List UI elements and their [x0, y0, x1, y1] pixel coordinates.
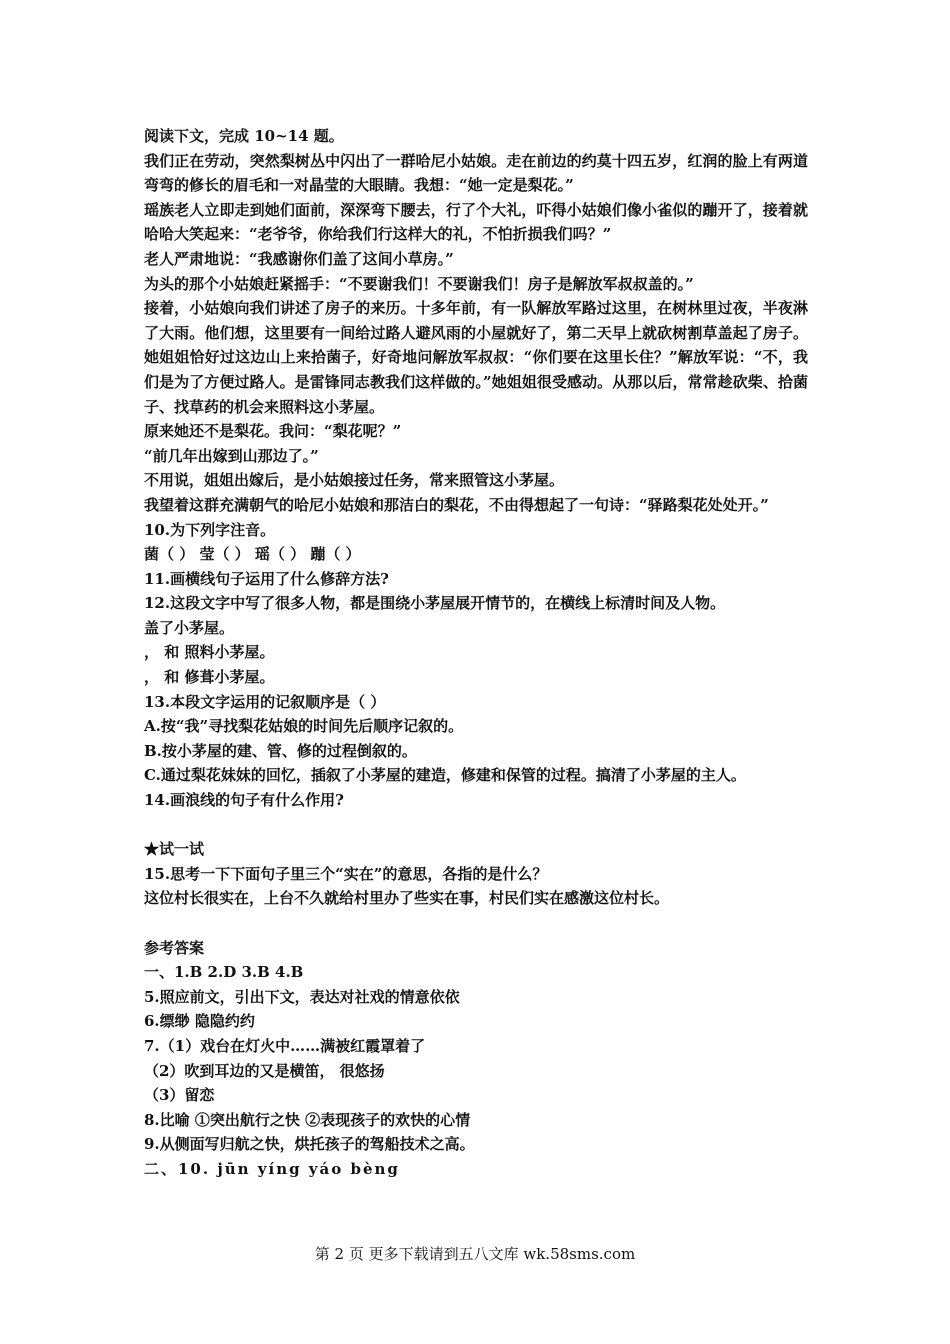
document-body — [144, 124, 808, 1182]
question-12: 12.这段文字中写了很多人物，都是围绕小茅屋展开情节的，在横线上标清时间及人物。 — [144, 594, 726, 613]
passage-paragraph: 为头的那个小姑娘赶紧摇手：“不要谢我们！不要谢我们！房子是解放军叔叔盖的。” — [144, 274, 694, 293]
spacer — [144, 911, 808, 936]
answer-9: 9.从侧面写归航之快，烘托孩子的驾船技术之高。 — [144, 1135, 475, 1154]
passage-paragraph: 我望着这群充满朝气的哈尼小姑娘和那洁白的梨花，不由得想起了一句诗：“驿路梨花处处开。” — [144, 495, 769, 514]
answer-7: 7.（1）戏台在灯火中……满被红霞罩着了 — [144, 1036, 426, 1055]
answer-7-part-2: （2）吹到耳边的又是横笛， 很悠扬 — [144, 1061, 385, 1080]
answer-7-part-3: （3）留恋 — [144, 1086, 215, 1105]
question-12-line-c: ， 和 修葺小茅屋。 — [144, 668, 275, 687]
question-15-sentence: 这位村长很实在，上台不久就给村里办了些实在事，村民们实在感激这位村长。 — [144, 889, 670, 908]
question-11: 11.画横线句子运用了什么修辞方法? — [144, 569, 389, 588]
question-10: 10.为下列字注音。 — [144, 520, 276, 539]
question-14: 14.画浪线的句子有什么作用? — [144, 791, 344, 810]
passage-paragraph: 原来她还不是梨花。我问：“梨花呢？” — [144, 422, 402, 441]
passage-paragraph: 我们正在劳动，突然梨树丛中闪出了一群哈尼小姑娘。走在前边的约莫十四五岁，红润的脸上有两道弯弯的修长的眉毛和一对晶莹的大眼睛。我想：“她一定是梨花。” — [144, 151, 808, 195]
question-13: 13.本段文字运用的记叙顺序是（ ） — [144, 692, 386, 711]
spacer — [144, 813, 808, 838]
question-12-line-a: 盖了小茅屋。 — [144, 618, 235, 637]
passage-paragraph: 瑶族老人立即走到她们面前，深深弯下腰去，行了个大礼，吓得小姑娘们像小雀似的蹦开了，接着就哈哈大笑起来：“老爷爷，你给我们行这样大的礼，不怕折损我们吗？” — [144, 200, 808, 244]
question-15: 15.思考一下下面句子里三个“实在”的意思，各指的是什么？ — [144, 864, 548, 883]
answer-1-4: 一、1.B 2.D 3.B 4.B — [144, 963, 304, 982]
question-13-option-a: A.按“我”寻找梨花姑娘的时间先后顺序记叙的。 — [144, 717, 464, 736]
question-13-option-c: C.通过梨花妹妹的回忆，插叙了小茅屋的建造，修建和保管的过程。搞清了小茅屋的主人。 — [144, 766, 746, 785]
question-10-blanks: 菌（ ） 莹（ ） 瑶（ ） 蹦（ ） — [144, 545, 361, 564]
section-try-heading: ★试一试 — [144, 840, 205, 859]
passage-paragraph: “前几年出嫁到山那边了。” — [144, 446, 319, 465]
question-12-line-b: ， 和 照料小茅屋。 — [144, 643, 275, 662]
answer-5: 5.照应前文，引出下文，表达对社戏的情意依依 — [144, 987, 460, 1006]
passage-paragraph: 不用说，姐姐出嫁后，是小姑娘接过任务，常来照管这小茅屋。 — [144, 471, 565, 490]
reading-instruction: 阅读下文，完成 10~14 题。 — [144, 127, 344, 145]
answer-10: 二、10. jūn yíng yáo bèng — [144, 1159, 400, 1178]
page-footer: 第 2 页 更多下载请到五八文库 wk.58sms.com — [314, 1245, 636, 1263]
answers-heading: 参考答案 — [144, 938, 205, 957]
passage-paragraph: 老人严肃地说：“我感谢你们盖了这间小草房。” — [144, 249, 454, 268]
answer-8: 8.比喻 ①突出航行之快 ②表现孩子的欢快的心情 — [144, 1110, 471, 1129]
question-13-option-b: B.按小茅屋的建、管、修的过程倒叙的。 — [144, 741, 417, 760]
answer-6: 6.缥缈 隐隐约约 — [144, 1012, 255, 1031]
passage-paragraph: 接着，小姑娘向我们讲述了房子的来历。十多年前，有一队解放军路过这里，在树林里过夜，半夜淋了大雨。他们想，这里要有一间给过路人避风雨的小屋就好了，第二天早上就砍树割草盖起了房子。她姐姐恰好过这边山上来拾菌子，好奇地问解放军叔叔：“你们要在这里长住？”解放军说：“不，我们是为了方便过路人。是雷锋同志教我们这样做的。”她姐姐很受感动。从那以后，常常趁砍柴、拾菌子、找草药的机会来照料这小茅屋。 — [144, 299, 808, 416]
